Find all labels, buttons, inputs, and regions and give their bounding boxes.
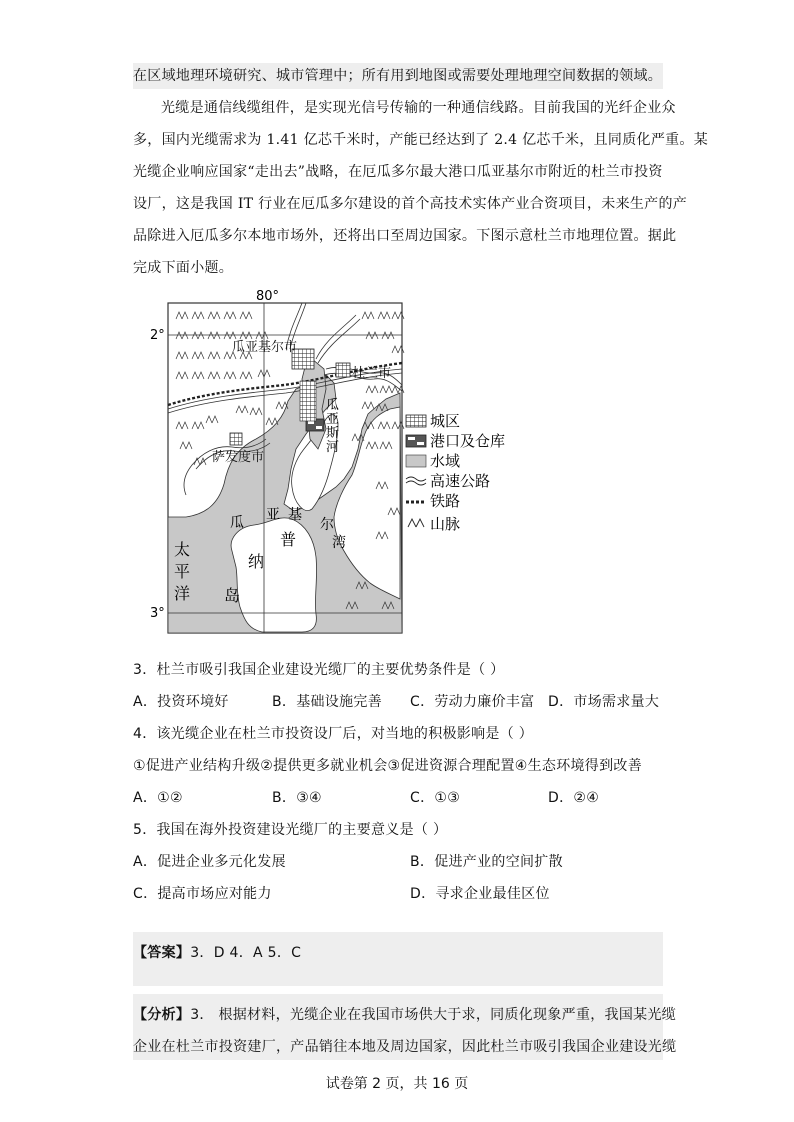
question-5-option-c[interactable]: C．提高市场应对能力 <box>133 886 272 902</box>
question-3-option-a[interactable]: A．投资环境好 <box>133 694 229 710</box>
material-line-5: 品除进入厄瓜多尔本地市场外，还将出口至周边国家。下图示意杜兰市地理位置。据此 <box>133 228 677 244</box>
gulf-label-4: 尔 <box>320 517 334 533</box>
latitude-label-top: 2° <box>150 328 165 343</box>
question-5-option-b[interactable]: B．促进产业的空间扩散 <box>410 854 563 870</box>
question-5-option-a[interactable]: A．促进企业多元化发展 <box>133 854 286 870</box>
analysis-label: 【分析】 <box>133 1007 191 1023</box>
duran-urban-area <box>336 363 350 377</box>
longitude-label: 80° <box>256 289 280 304</box>
legend-railway: 铁路 <box>430 492 461 510</box>
material-line-2: 多，国内光缆需求为 1.41 亿芯千米时，产能已经达到了 2.4 亿芯千米，且同质化严重。某 <box>133 132 709 148</box>
river-label-2: 亚 <box>326 412 340 427</box>
question-4-option-c[interactable]: C．①③ <box>410 790 461 806</box>
analysis-line-1 <box>133 1004 676 1024</box>
question-3-option-c[interactable]: C．劳动力廉价丰富 <box>410 694 535 710</box>
ocean-label-3: 洋 <box>174 584 191 603</box>
material-line-3: 光缆企业响应国家“走出去”战略，在厄瓜多尔最大港口瓜亚基尔市附近的杜兰市投资 <box>133 164 663 180</box>
island-label-1: 普 <box>280 530 297 549</box>
question-4-statements: ①促进产业结构升级②提供更多就业机会③促进资源合理配置④生态环境得到改善 <box>133 758 643 774</box>
answer-text: 3．D 4．A 5．C <box>190 945 302 961</box>
legend-mountain: 山脉 <box>430 515 461 533</box>
ocean-label-1: 太 <box>174 540 191 559</box>
intro-line: 在区域地理环境研究、城市管理中；所有用到地图或需要处理地理空间数据的领域。 <box>133 63 663 89</box>
samborondon-label: 萨发度市 <box>212 450 265 465</box>
analysis-text-1: 3． 根据材料，光缆企业在我国市场供大于求，同质化现象严重，我国某光缆 <box>190 1007 677 1023</box>
duran-label: 杜兰市 <box>352 366 392 381</box>
map-legend <box>406 412 505 533</box>
analysis-line-2: 企业在杜兰市投资建厂，产品销往本地及周边国家，因此杜兰市吸引我国企业建设光缆 <box>133 1039 677 1055</box>
gulf-label-3: 基 <box>288 507 302 523</box>
duran-location-map <box>150 289 506 636</box>
page-footer: 试卷第 2 页，共 16 页 <box>325 1076 469 1092</box>
island-label-3: 岛 <box>224 586 241 605</box>
question-4-option-b[interactable]: B．③④ <box>272 790 322 806</box>
question-3-option-b[interactable]: B．基础设施完善 <box>272 694 383 710</box>
answer-label: 【答案】 <box>133 945 191 961</box>
gulf-label-2: 亚 <box>266 507 280 523</box>
question-3-option-d[interactable]: D．市场需求量大 <box>548 694 660 710</box>
material-line-6: 完成下面小题。 <box>133 260 234 276</box>
answer-line <box>133 942 301 962</box>
ocean-label-2: 平 <box>174 562 191 581</box>
question-4-option-d[interactable]: D．②④ <box>548 790 600 806</box>
island-label-2: 纳 <box>248 552 265 571</box>
puna-island <box>231 518 316 632</box>
material-line-4: 设厂，这是我国 IT 行业在厄瓜多尔建设的首个高技术实体产业合资项目，未来生产的产 <box>133 196 688 212</box>
river-label-4: 河 <box>326 440 340 455</box>
legend-port: 港口及仓库 <box>430 432 506 450</box>
gulf-label-5: 湾 <box>332 535 346 551</box>
guayaquil-label: 瓜亚基尔市 <box>232 340 298 355</box>
question-5-option-d[interactable]: D．寻求企业最佳区位 <box>410 886 550 902</box>
question-4-option-a[interactable]: A．①② <box>133 790 183 806</box>
material-line-1: 光缆是通信线缆组件，是实现光信号传输的一种通信线路。目前我国的光纤企业众 <box>161 100 676 116</box>
river-label-3: 斯 <box>326 426 340 441</box>
samborondon-urban-area <box>230 433 242 445</box>
latitude-label-bottom: 3° <box>150 606 165 621</box>
question-4-stem: 4．该光缆企业在杜兰市投资设厂后，对当地的积极影响是（ ） <box>133 726 534 742</box>
gulf-label-1: 瓜 <box>230 515 244 531</box>
question-3-stem: 3．杜兰市吸引我国企业建设光缆厂的主要优势条件是（ ） <box>133 662 505 678</box>
legend-highway: 高速公路 <box>430 472 491 490</box>
legend-urban: 城区 <box>430 412 461 430</box>
river-label-1: 瓜 <box>326 398 340 413</box>
question-5-stem: 5．我国在海外投资建设光缆厂的主要意义是（ ） <box>133 822 448 838</box>
legend-water: 水域 <box>430 452 461 470</box>
